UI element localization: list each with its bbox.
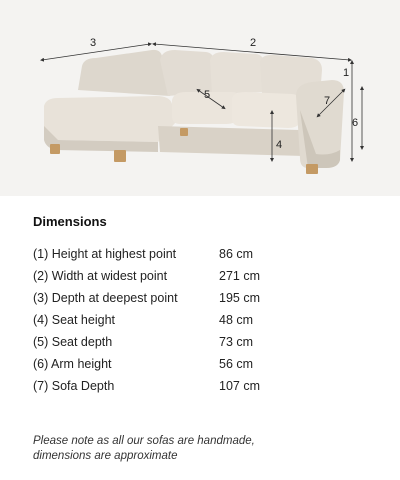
- back-cushion-middle: [210, 52, 264, 94]
- dimension-row-arm-height: [33, 353, 373, 375]
- dimension-label: (2) Width at widest point: [33, 269, 168, 283]
- dimension-label: (1) Height at highest point: [33, 247, 177, 261]
- dimension-row-depth: [33, 287, 373, 309]
- dimension-row-width: [33, 265, 373, 287]
- dimension-label: (4) Seat height: [33, 313, 115, 327]
- dimension-label: (3) Depth at deepest point: [33, 291, 178, 305]
- dimension-value: 56 cm: [219, 357, 254, 371]
- leg-front-left: [50, 144, 60, 154]
- dimension-value: 73 cm: [219, 335, 254, 349]
- sofa-illustration: [0, 0, 400, 196]
- dimension-value: 107 cm: [219, 379, 260, 393]
- dimension-row-seat-depth: [33, 331, 373, 353]
- marker-6-label: 6: [352, 117, 359, 129]
- marker-7-label: 7: [324, 95, 331, 107]
- seat-cushion-right: [232, 92, 302, 128]
- note-line-1: Please note as all our sofas are handmade,: [33, 435, 255, 447]
- dimension-label: (7) Sofa Depth: [33, 379, 115, 393]
- dimension-value: 48 cm: [219, 313, 254, 327]
- chaise-seat: [44, 96, 176, 142]
- dimension-value: 271 cm: [219, 269, 260, 283]
- leg-back: [180, 128, 188, 136]
- dimension-row-sofa-depth: [33, 375, 373, 397]
- handmade-note: [33, 434, 373, 464]
- marker-5-label: 5: [204, 89, 211, 101]
- dimension-row-height: [33, 243, 373, 265]
- leg-front-middle: [114, 150, 126, 162]
- note-line-2: dimensions are approximate: [33, 450, 178, 462]
- dimension-label: (5) Seat depth: [33, 335, 113, 349]
- marker-2-label: 2: [250, 37, 257, 49]
- dimensions-section: [33, 214, 373, 397]
- marker-1-label: 1: [343, 67, 350, 79]
- dimension-value: 86 cm: [219, 247, 254, 261]
- dimensions-title: Dimensions: [33, 214, 107, 229]
- dimension-row-seat-height: [33, 309, 373, 331]
- marker-4-label: 4: [276, 139, 283, 151]
- dimensions-list: [33, 243, 373, 397]
- chaise-backrest: [78, 50, 170, 96]
- dimension-value: 195 cm: [219, 291, 260, 305]
- sofa-product-image: [0, 0, 400, 196]
- leg-right: [306, 164, 318, 174]
- dimension-label: (6) Arm height: [33, 357, 112, 371]
- marker-3-label: 3: [90, 37, 97, 49]
